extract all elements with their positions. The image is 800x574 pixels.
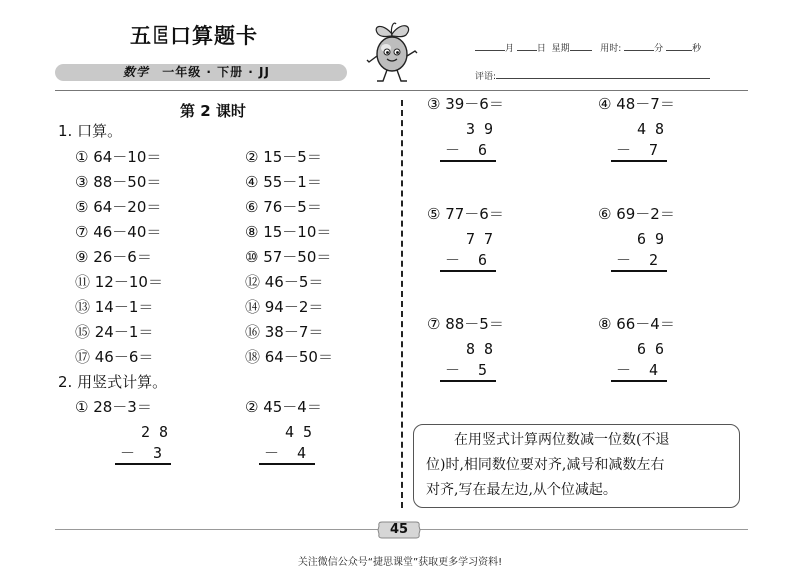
minuend: 2 8 [141, 423, 169, 441]
oral-problem: ⑥ 76－5＝ [245, 198, 322, 216]
subtrahend: － 6 [445, 141, 488, 159]
lesson-title: 第 2 课时 [180, 102, 246, 120]
subtrahend: － 3 [120, 444, 163, 462]
review-line: 评语: [475, 69, 710, 82]
subtrahend: － 2 [616, 251, 659, 269]
oral-problem: ⑨ 26－6＝ [75, 248, 152, 266]
vertical-problem: ⑥ 69－2＝ 6 9 － 2 [598, 204, 748, 274]
sum-line [611, 160, 667, 162]
vertical-problem: ② 45－4＝ 4 5 － 4 [245, 397, 395, 467]
page-badge [376, 520, 422, 540]
oral-problem: ⑭ 94－2＝ [245, 298, 324, 316]
month-blank[interactable] [475, 41, 505, 51]
seconds-blank[interactable] [666, 41, 692, 51]
oral-problem: ⑱ 64－50＝ [245, 348, 333, 366]
vertical-problem: ③ 39－6＝ 3 9 － 6 [427, 94, 577, 164]
header-rule [55, 90, 748, 91]
minutes-blank[interactable] [624, 41, 654, 51]
tip-box [413, 424, 740, 508]
oral-problem: ④ 55－1＝ [245, 173, 322, 191]
subject-label: 数学 [123, 65, 150, 79]
section2-heading: 2. 用竖式计算。 [58, 373, 168, 391]
brand-title: 五E口算题卡 [130, 24, 259, 49]
vertical-problem: ⑤ 77－6＝ 7 7 － 6 [427, 204, 577, 274]
oral-problem: ③ 88－50＝ [75, 173, 162, 191]
tip-line: 对齐,写在最左边,从个位减起。 [426, 482, 617, 498]
oral-problem: ⑯ 38－7＝ [245, 323, 324, 341]
column-divider [401, 100, 403, 508]
vertical-problem: ⑦ 88－5＝ 8 8 － 5 [427, 314, 577, 384]
grade-book-label: 一年级 · 下册 · JJ [162, 65, 270, 79]
oral-problem: ⑦ 46－40＝ [75, 223, 162, 241]
oral-problem: ⑫ 46－5＝ [245, 273, 324, 291]
subtrahend: － 4 [616, 361, 659, 379]
subject-bar [55, 64, 347, 81]
section1-heading: 1. 口算。 [58, 122, 123, 140]
sum-line [440, 160, 496, 162]
brand-logo [122, 20, 272, 60]
weekday-blank[interactable] [570, 41, 592, 51]
subtrahend: － 7 [616, 141, 659, 159]
oral-problem: ⑧ 15－10＝ [245, 223, 332, 241]
review-blank[interactable] [496, 69, 710, 79]
oral-problem: ⑰ 46－6＝ [75, 348, 154, 366]
minuend: 3 9 [466, 120, 494, 138]
minuend: 8 8 [466, 340, 494, 358]
oral-problem: ⑩ 57－50＝ [245, 248, 332, 266]
oral-problem: ① 64－10＝ [75, 148, 162, 166]
tip-line: 位)时,相同数位要对齐,减号和减数左右 [426, 457, 665, 473]
vertical-problem: ④ 48－7＝ 4 8 － 7 [598, 94, 748, 164]
oral-problem: ⑪ 12－10＝ [75, 273, 163, 291]
oral-problem: ⑬ 14－1＝ [75, 298, 154, 316]
page-number: 45 [389, 522, 409, 537]
day-blank[interactable] [517, 41, 537, 51]
oral-problem: ② 15－5＝ [245, 148, 322, 166]
minuend: 4 5 [285, 423, 313, 441]
sum-line [611, 270, 667, 272]
footer-note: 关注微信公众号“捷思课堂”获取更多学习资料! [297, 557, 503, 568]
sum-line [259, 463, 315, 465]
subtrahend: － 6 [445, 251, 488, 269]
sum-line [440, 380, 496, 382]
subtrahend: － 4 [264, 444, 307, 462]
minuend: 6 6 [637, 340, 665, 358]
oral-problem: ⑤ 64－20＝ [75, 198, 162, 216]
minuend: 4 8 [637, 120, 665, 138]
vertical-problem: ⑧ 66－4＝ 6 6 － 4 [598, 314, 748, 384]
sum-line [115, 463, 171, 465]
sum-line [611, 380, 667, 382]
vertical-problem: ① 28－3＝ 2 8 － 3 [75, 397, 225, 467]
sum-line [440, 270, 496, 272]
minuend: 7 7 [466, 230, 494, 248]
oral-problem: ⑮ 24－1＝ [75, 323, 154, 341]
tip-line: 在用竖式计算两位数减一位数(不退 [426, 432, 670, 448]
minuend: 6 9 [637, 230, 665, 248]
mascot-illustration [364, 18, 420, 88]
date-time-line: 月 日 星期 用时: 分 秒 [475, 41, 701, 54]
subtrahend: － 5 [445, 361, 488, 379]
